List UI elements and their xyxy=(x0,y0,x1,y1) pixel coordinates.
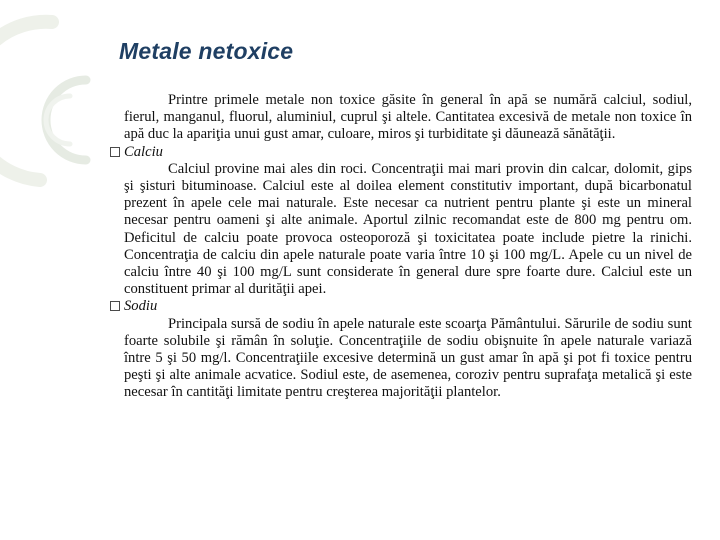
slide-title: Metale netoxice xyxy=(119,38,294,64)
bullet-calciu xyxy=(124,144,692,161)
bullet-label-sodiu: Sodiu xyxy=(124,298,158,315)
slide-body xyxy=(124,92,692,402)
bullet-label-calciu: Calciu xyxy=(124,143,163,160)
square-bullet-icon xyxy=(110,147,120,157)
bullet-sodiu xyxy=(124,298,692,315)
square-bullet-icon xyxy=(110,301,120,311)
intro-paragraph: Printre primele metale non toxice găsite în general în apă se numără calciul, sodiul, fierul, manganul, fluorul, aluminiul, cuprul şi altele. Cantitatea excesivă de metale non toxice în apă duc la apariţia unui gust amar, culoare, miros şi turbiditate şi dăunează sănătăţii. xyxy=(124,92,692,143)
paragraph-sodiu: Principala sursă de sodiu în apele naturale este scoarţa Pământului. Sărurile de sodiu sunt foarte solubile şi rămân în soluţie. Concentraţiile de sodiu obişnuite în apele naturale variază între 5 şi 50 mg/l. Concentraţiile excesive determină un gust amar în apă şi pot fi toxice pentru peşti şi alte animale acvatice. Sodiul este, de asemenea, coroziv pentru suprafaţa metalică şi este necesar în cantităţi limitate pentru creşterea majorităţii plantelor. xyxy=(124,315,692,401)
decorative-arc-ornament xyxy=(0,0,120,200)
paragraph-calciu: Calciul provine mai ales din roci. Concentraţii mai mari provin din calcar, dolomit, gips şi şisturi bituminoase. Calciul este al doilea element constitutiv important, după bicarbonatul prezent în apele cele mai naturale. Este necesar ca nutrient pentru plante şi este un mineral necesar pentru oameni şi alte animale. Aportul zilnic recomandat este de 800 mg pentru om. Deficitul de calciu poate provoca osteoporoză şi toxicitatea poate include pietre la rinichi. Concentraţia de calciu din apele naturale poate varia între 10 şi 100 mg/L. Apele cu un nivel de calciu între 40 şi 100 mg/L sunt considerate în general dure spre foarte dure. Calciul este un constituent primar al durităţii apei. xyxy=(124,160,692,298)
